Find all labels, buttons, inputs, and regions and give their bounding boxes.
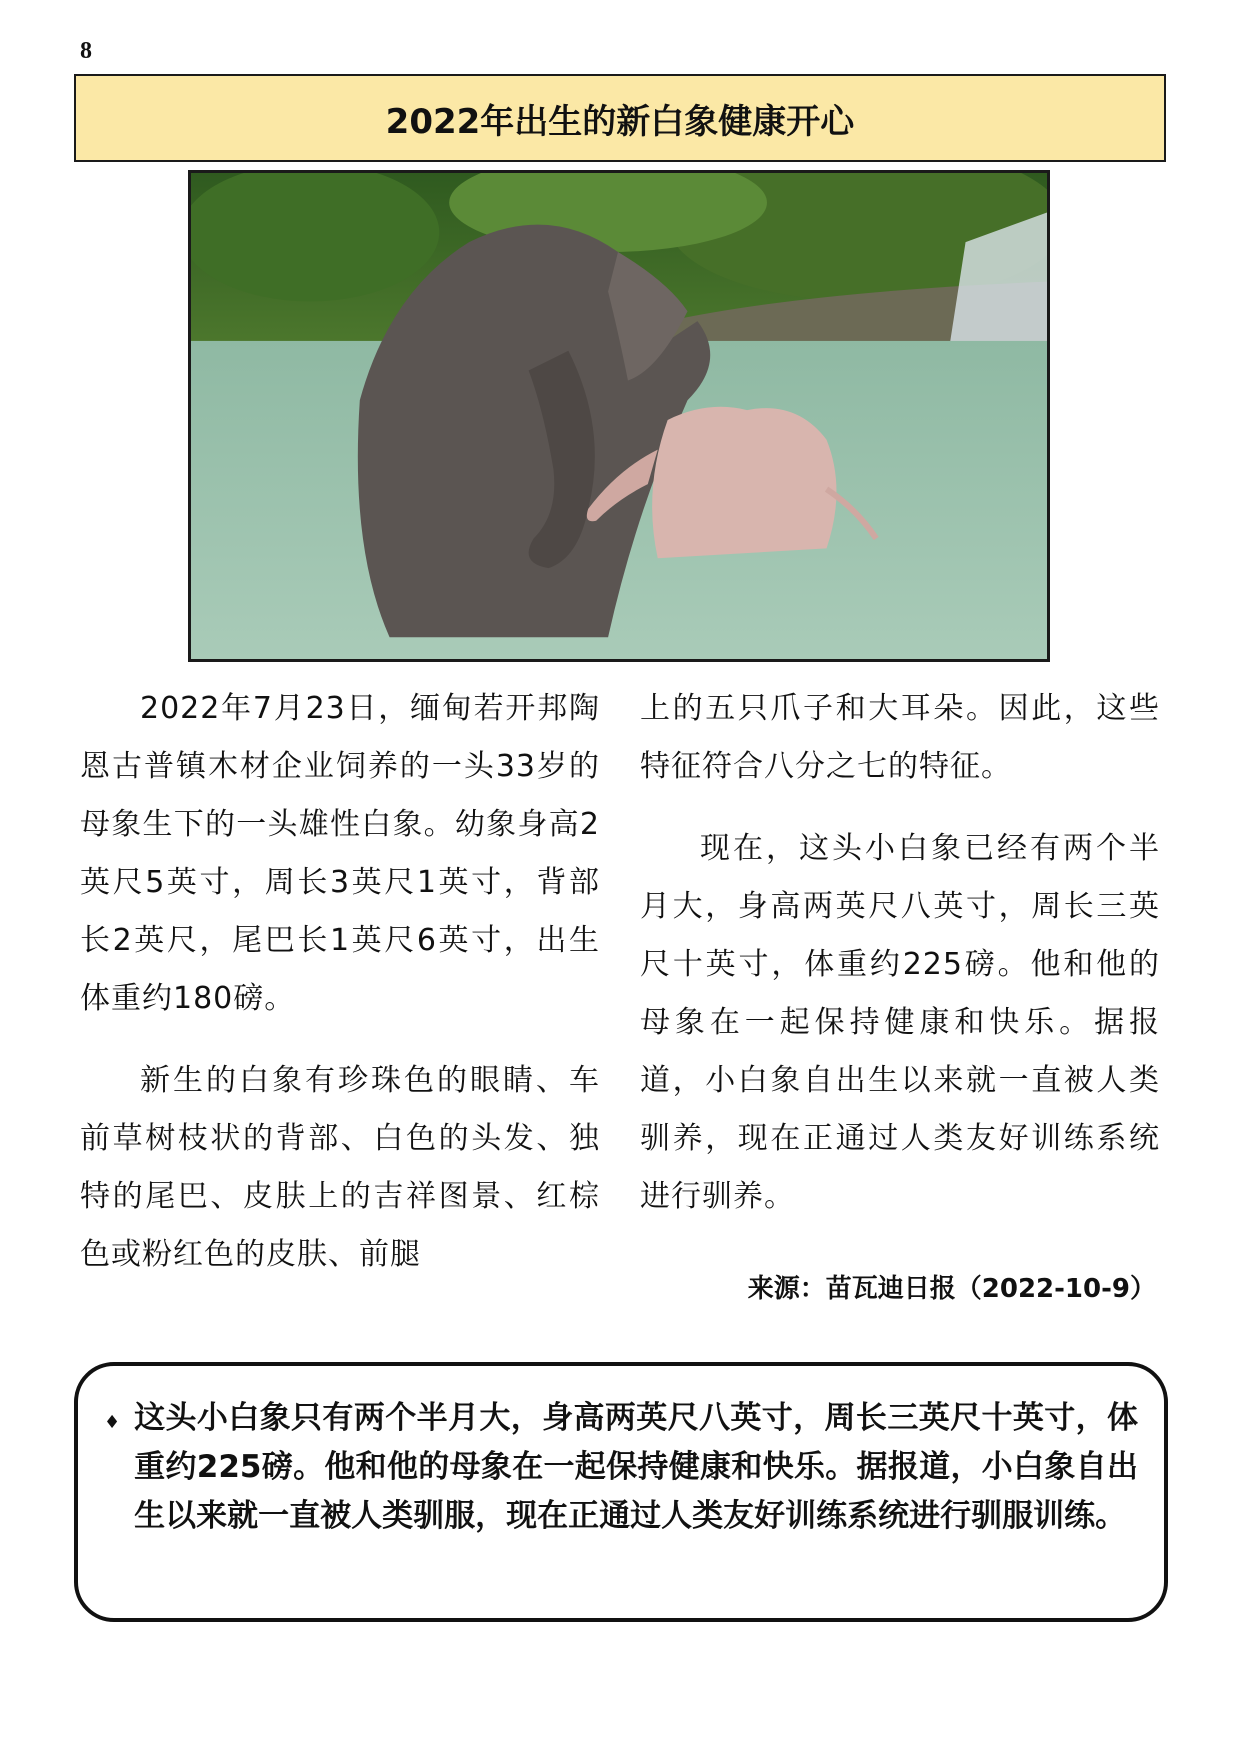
article-paragraph: 现在，这头小白象已经有两个半月大，身高两英尺八英寸，周长三英尺十英寸，体重约225磅。他和他的母象在一起保持健康和快乐。据报道，小白象自出生以来就一直被人类驯养，现在正通过人类友好训练系统进行驯养。 [640, 831, 1160, 1214]
article-paragraph: 上的五只爪子和大耳朵。因此，这些特征符合八分之七的特征。 [640, 691, 1160, 784]
elephant-photo [188, 170, 1050, 662]
article-paragraph: 2022年7月23日，缅甸若开邦陶恩古普镇木材企业饲养的一头33岁的母象生下的一头雄性白象。幼象身高2英尺5英寸，周长3英尺1英寸，背部长2英尺，尾巴长1英尺6英寸，出生体重约180磅。 [80, 691, 600, 1016]
article-column-right [640, 680, 1160, 1250]
article-source: 来源：苗瓦迪日报（2022-10-9） [747, 1274, 1156, 1304]
summary-text: 这头小白象只有两个半月大，身高两英尺八英寸，周长三英尺十英寸，体重约225磅。他和他的母象在一起保持健康和快乐。据报道，小白象自出生以来就一直被人类驯服，现在正通过人类友好训练系统进行驯服训练。 [134, 1400, 1138, 1534]
summary-box [74, 1362, 1168, 1622]
article-paragraph: 新生的白象有珍珠色的眼睛、车前草树枝状的背部、白色的头发、独特的尾巴、皮肤上的吉祥图景、红棕色或粉红色的皮肤、前腿 [80, 1063, 600, 1272]
title-banner [74, 74, 1166, 162]
page-number: 8 [80, 38, 92, 64]
article-title: 2022年出生的新白象健康开心 [385, 101, 855, 142]
article-column-left [80, 680, 600, 1308]
elephant-photo-illustration [191, 173, 1047, 659]
bullet-icon: ♦ [104, 1412, 121, 1433]
